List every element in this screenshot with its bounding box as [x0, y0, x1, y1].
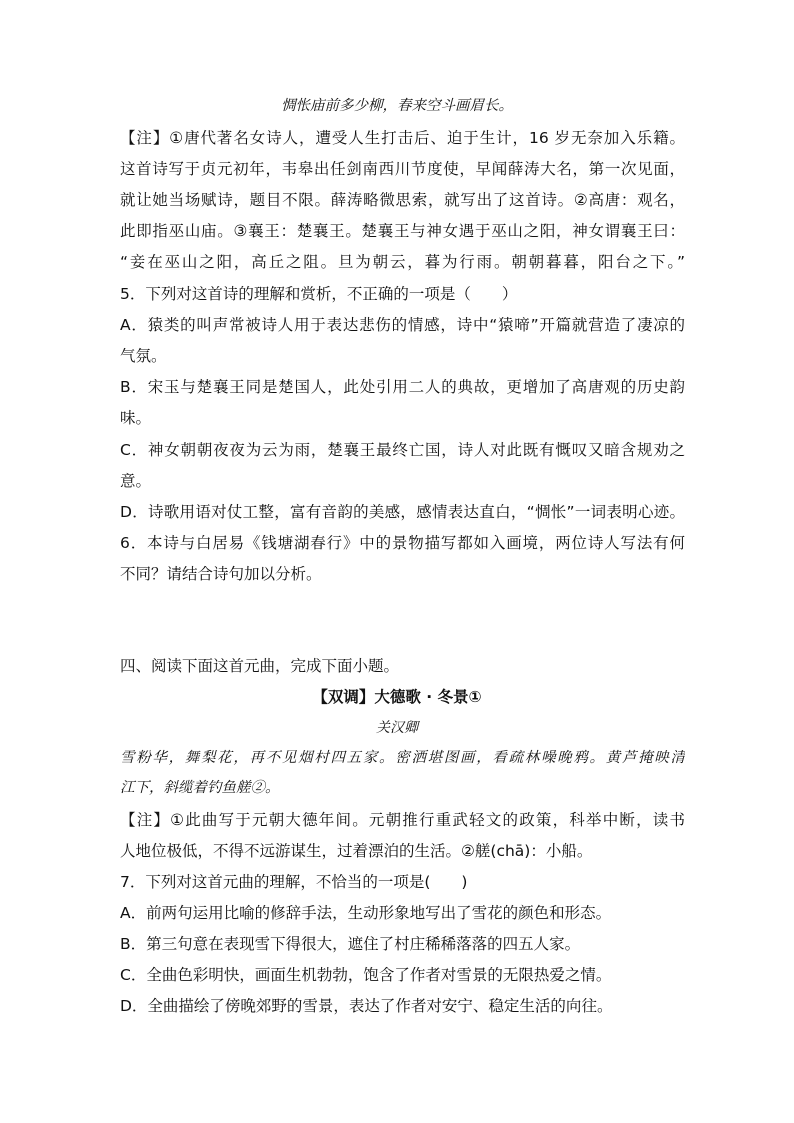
note-line: 【注】①唐代著名女诗人，遭受人生打击后、迫于生计，16 岁无奈加入乐籍。 [120, 129, 685, 147]
note-line: 此即指巫山庙。③襄王：楚襄王。楚襄王与神女遇于巫山之阳，神女谓襄王曰： [120, 222, 685, 240]
song-text-line: 雪粉华，舞梨花，再不见烟村四五家。密洒堪图画，看疏林噪晚鸦。黄芦掩映清 [120, 750, 685, 766]
question-5-option-d: D．诗歌用语对仗工整，富有音韵的美感，感情表达直白，“惆怅”一词表明心迹。 [120, 503, 685, 521]
section-4-heading: 四、阅读下面这首元曲，完成下面小题。 [120, 657, 400, 675]
question-5-option-b-cont: 味。 [120, 409, 152, 427]
poem-last-line: 惆怅庙前多少柳，春来空斗画眉长。 [281, 98, 513, 114]
question-6-line: 6．本诗与白居易《钱塘湖春行》中的景物描写都如入画境，两位诗人写法有何 [120, 534, 685, 552]
question-6-line-cont: 不同？请结合诗句加以分析。 [120, 565, 322, 583]
question-7-stem: 7．下列对这首元曲的理解，不恰当的一项是( ) [120, 873, 468, 891]
note-line: “妾在巫山之阳，高丘之阻。旦为朝云，暮为行雨。朝朝暮暮，阳台之下。” [120, 253, 685, 271]
song-text-line-cont: 江下，斜缆着钓鱼艖②。 [120, 780, 280, 796]
song-note-line: 【注】①此曲写于元朝大德年间。元朝推行重武轻文的政策，科举中断，读书 [120, 811, 685, 829]
note-line: 就让她当场赋诗，题目不限。薛涛略微思索，就写出了这首诗。②高唐：观名， [120, 191, 685, 209]
question-7-option-b: B．第三句意在表现雪下得很大，遮住了村庄稀稀落落的四五人家。 [120, 935, 581, 953]
question-5-option-a: A．猿类的叫声常被诗人用于表达悲伤的情感，诗中“猿啼”开篇就营造了凄凉的 [120, 316, 685, 334]
question-5-option-a-cont: 气氛。 [120, 347, 167, 365]
question-5-option-c-cont: 意。 [120, 472, 152, 490]
question-7-option-a: A．前两句运用比喻的修辞手法，生动形象地写出了雪花的颜色和形态。 [120, 904, 612, 922]
song-note-line: 人地位极低，不得不远游谋生，过着漂泊的生活。②艖(chā)：小船。 [120, 842, 593, 860]
question-7-option-c: C．全曲色彩明快，画面生机勃勃，饱含了作者对雪景的无限热爱之情。 [120, 966, 612, 984]
song-author: 关汉卿 [376, 720, 418, 736]
question-5-option-b: B．宋玉与楚襄王同是楚国人，此处引用二人的典故，更增加了高唐观的历史韵 [120, 378, 685, 396]
note-line: 这首诗写于贞元初年，韦皋出任剑南西川节度使，早闻薛涛大名，第一次见面， [120, 160, 685, 178]
question-5-option-c: C．神女朝朝夜夜为云为雨，楚襄王最终亡国，诗人对此既有慨叹又暗含规劝之 [120, 441, 685, 459]
question-5-stem: 5．下列对这首诗的理解和赏析，不正确的一项是（ ） [120, 285, 518, 303]
song-title: 【双调】大德歌 · 冬景① [312, 688, 482, 706]
question-7-option-d: D．全曲描绘了傍晚郊野的雪景，表达了作者对安宁、稳定生活的向往。 [120, 997, 613, 1015]
